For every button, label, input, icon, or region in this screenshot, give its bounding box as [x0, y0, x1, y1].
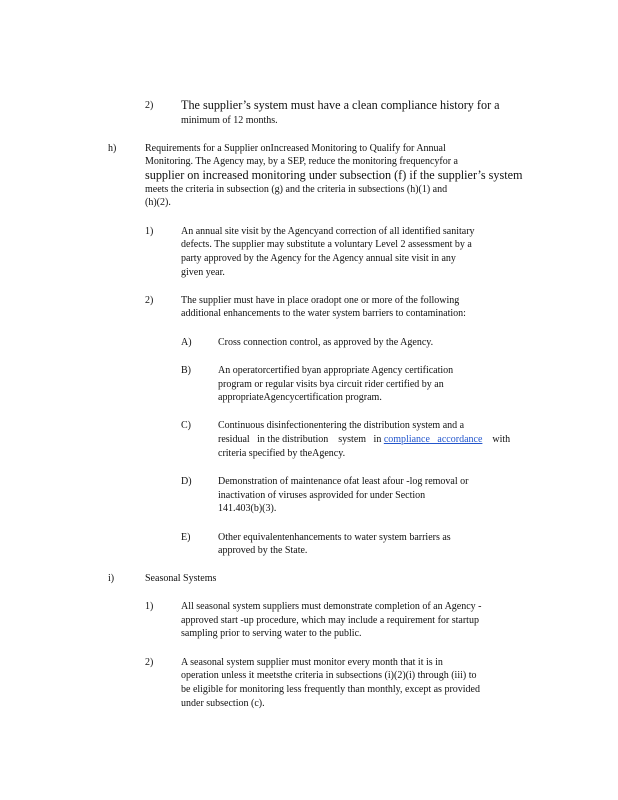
subitem-text-line: approved by the State. — [218, 545, 308, 556]
subitem-label-e: E) — [181, 532, 191, 543]
subitem-label-a: A) — [181, 337, 192, 348]
subitem-text-part: with — [482, 434, 511, 445]
item-text-line: A seasonal system supplier must monitor every month that it is in — [181, 657, 443, 668]
item-text-line: The supplier must have in place oradopt one or more of the following — [181, 295, 460, 306]
item-text-line: given year. — [181, 267, 225, 278]
section-h-line: supplier on increased monitoring under subsection (f) if the supplier’s system — [145, 168, 523, 182]
subitem-text-line: criteria specified by theAgency. — [218, 448, 346, 459]
item-text-line: additional enhancements to the water system barriers to contamination: — [181, 308, 466, 319]
subitem-label-b: B) — [181, 365, 191, 376]
item-text-line: approved start -up procedure, which may include a requirement for startup — [181, 615, 479, 626]
section-h-line: Requirements for a Supplier onIncreased Monitoring to Qualify for Annual — [145, 143, 446, 154]
item-label-h2: 2) — [145, 295, 154, 306]
subitem-text-line: 141.403(b)(3). — [218, 503, 277, 514]
subitem-text-line: Other equivalentenhancements to water system barriers as — [218, 532, 451, 543]
item-label-i2: 2) — [145, 657, 154, 668]
subitem-text-line: Cross connection control, as approved by the Agency. — [218, 337, 434, 348]
item-text-line: defects. The supplier may substitute a voluntary Level 2 assessment by a — [181, 239, 472, 250]
item-text-line: under subsection (c). — [181, 698, 265, 709]
compliance-accordance-link[interactable]: compliance accordance — [383, 434, 483, 445]
item-label-h1: 1) — [145, 226, 154, 237]
subitem-text-line: appropriateAgencycertification program. — [218, 392, 382, 403]
item-text-line: sampling prior to serving water to the public. — [181, 628, 362, 639]
item-text-line: An annual site visit by the Agencyand correction of all identified sanitary — [181, 226, 475, 237]
item-text-line: operation unless it meetsthe criteria in subsections (i)(2)(i) through (iii) to — [181, 670, 477, 681]
item-text-line: minimum of 12 months. — [181, 115, 278, 126]
subitem-text-part: residual in the distribution system in — [218, 434, 384, 445]
subitem-text-line: program or regular visits bya circuit rider certified by an — [218, 379, 444, 390]
item-text-line: The supplier’s system must have a clean compliance history for a — [181, 98, 500, 112]
item-text-line: All seasonal system suppliers must demonstrate completion of an Agency - — [181, 601, 482, 612]
subitem-text-line: An operatorcertified byan appropriate Agency certification — [218, 365, 454, 376]
item-label-2-top: 2) — [145, 100, 154, 111]
subitem-text-line: Continuous disinfectionentering the distribution system and a — [218, 420, 465, 431]
subitem-label-d: D) — [181, 476, 192, 487]
section-label-h: h) — [108, 143, 117, 154]
section-h-line: (h)(2). — [145, 197, 171, 208]
subitem-text-line: Demonstration of maintenance ofat least afour -log removal or — [218, 476, 469, 487]
section-label-i: i) — [108, 573, 115, 584]
section-h-line: meets the criteria in subsection (g) and the criteria in subsections (h)(1) and — [145, 184, 448, 195]
section-i-title: Seasonal Systems — [145, 573, 217, 584]
subitem-text-line — [218, 433, 530, 447]
item-label-i1: 1) — [145, 601, 154, 612]
item-text-line: party approved by the Agency for the Agency annual site visit in any — [181, 253, 456, 264]
section-h-line: Monitoring. The Agency may, by a SEP, reduce the monitoring frequencyfor a — [145, 156, 458, 167]
item-text-line: be eligible for monitoring less frequently than monthly, except as provided — [181, 684, 480, 695]
subitem-label-c: C) — [181, 420, 191, 431]
subitem-text-line: inactivation of viruses asprovided for under Section — [218, 490, 426, 501]
